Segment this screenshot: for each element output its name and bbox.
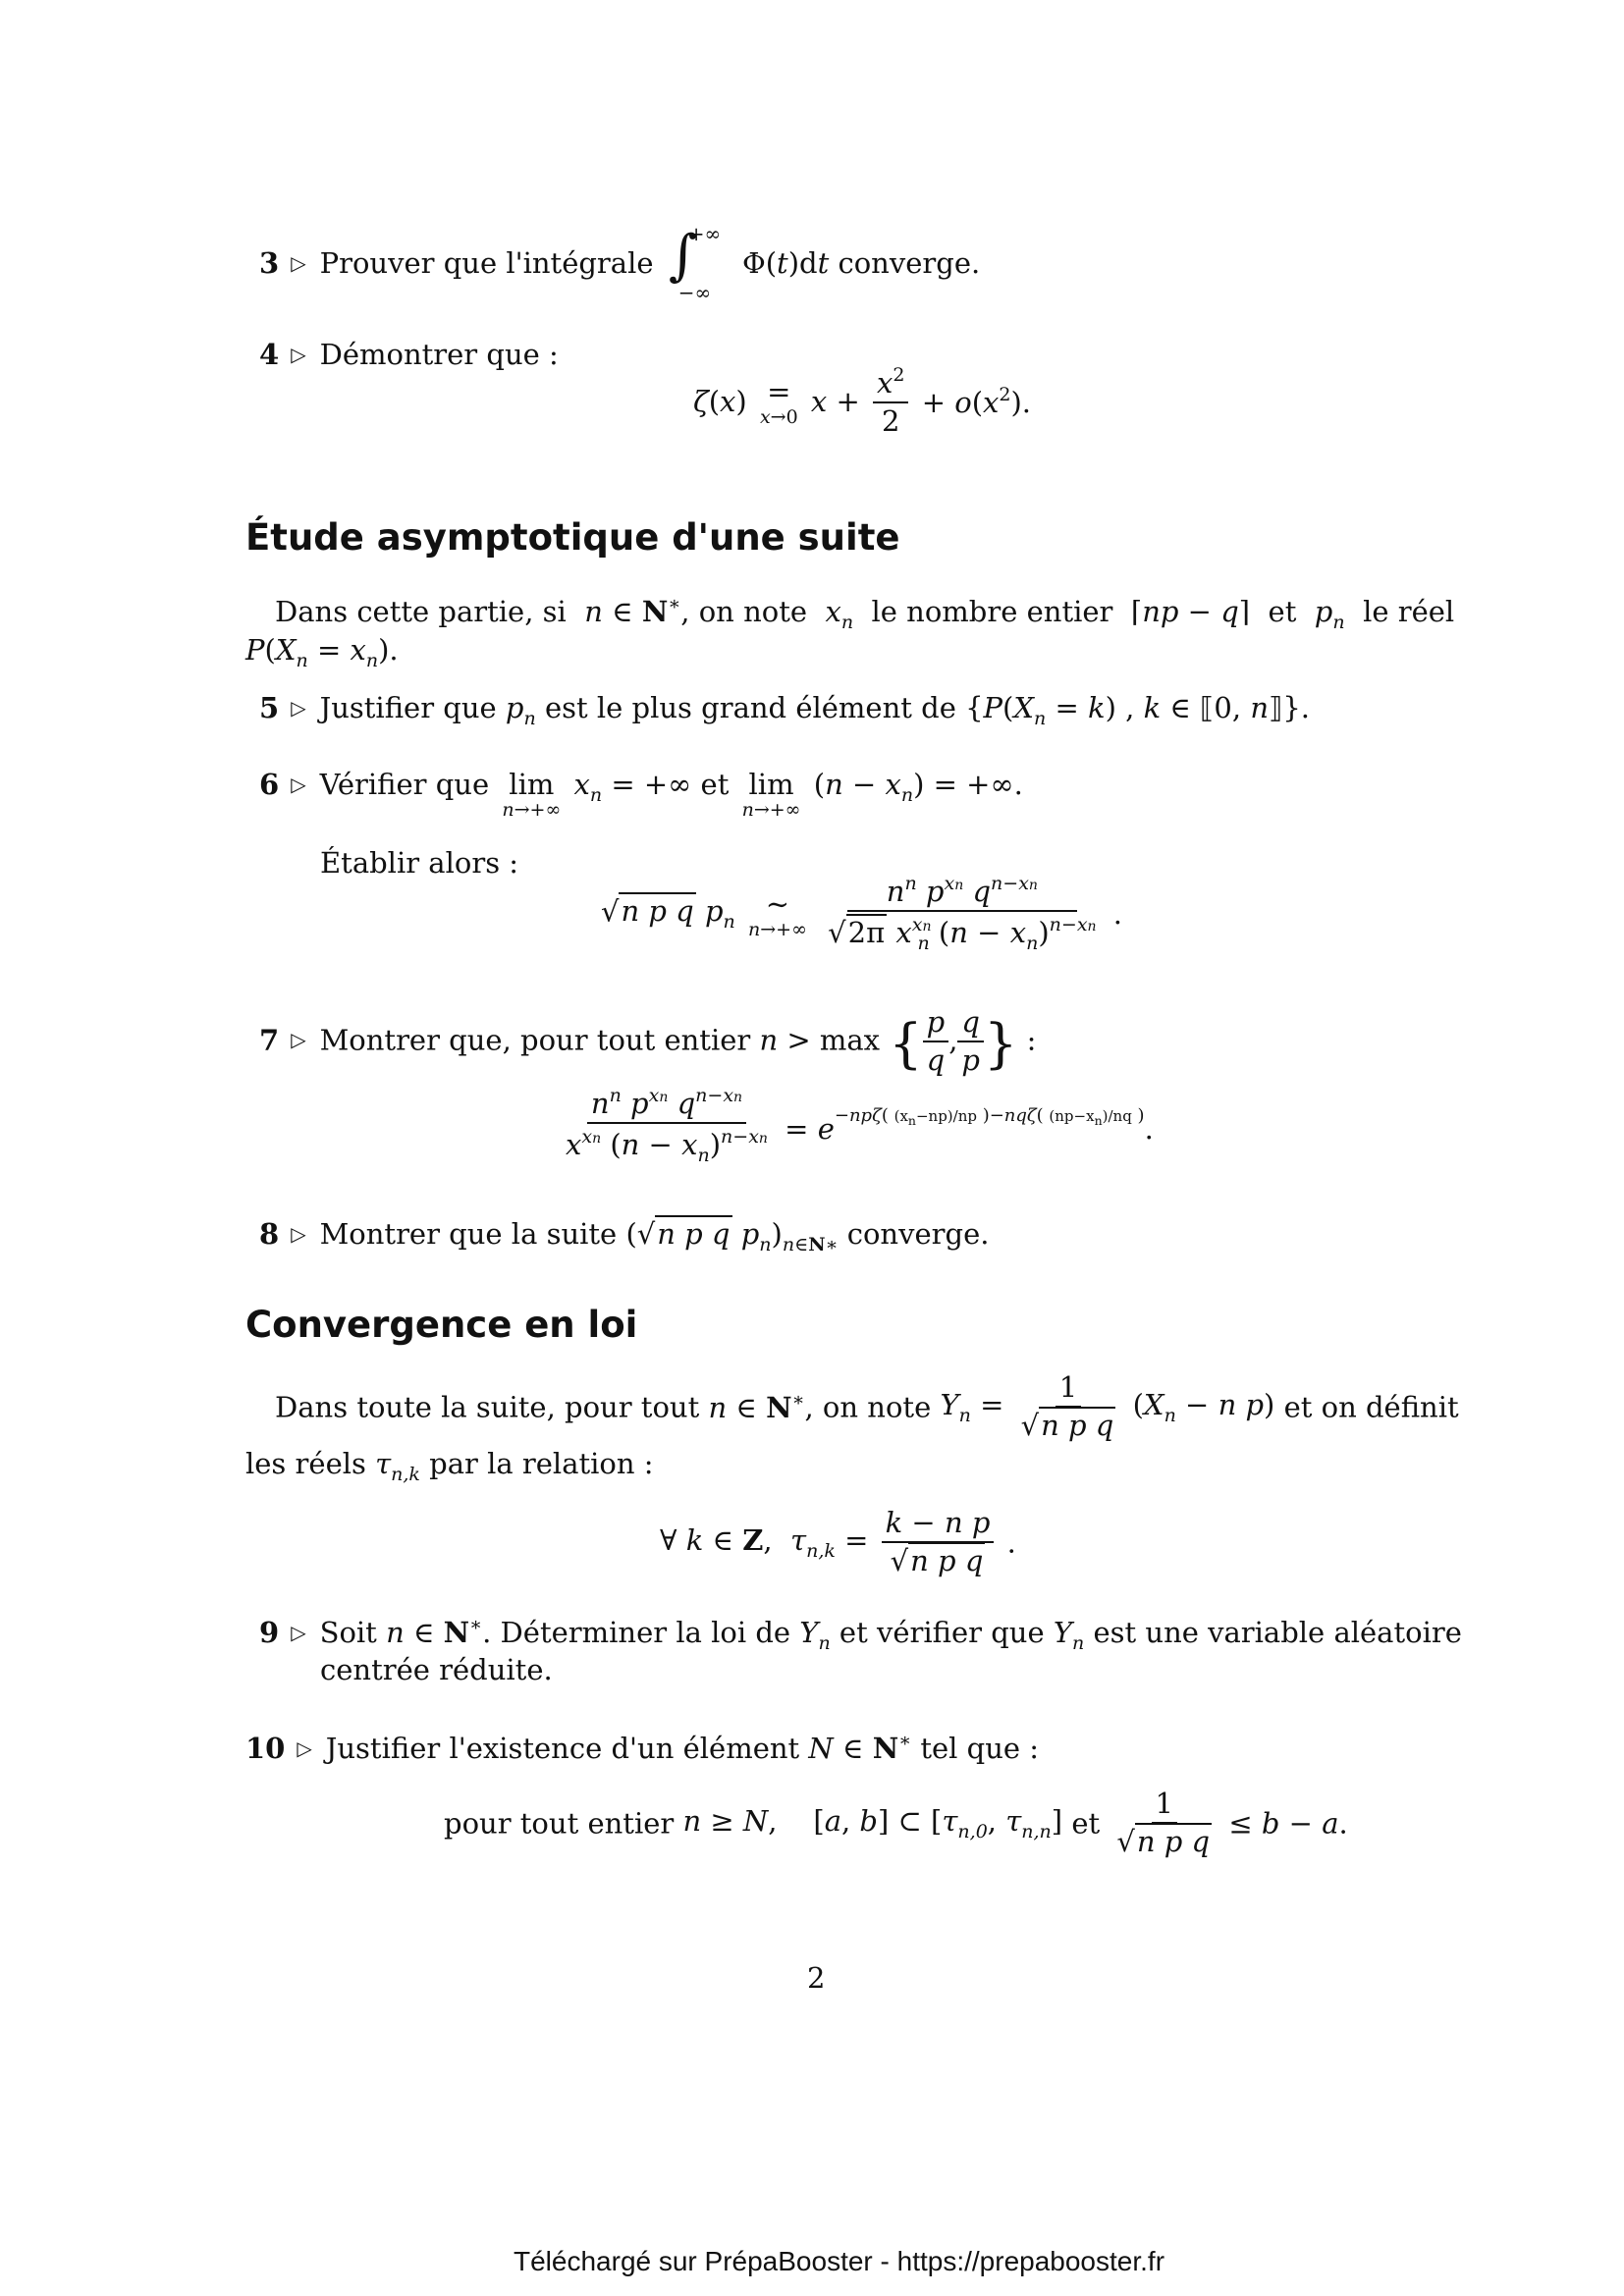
- question-text: . Déterminer la loi de: [482, 1616, 791, 1649]
- section-heading: Convergence en loi: [245, 1304, 638, 1346]
- intro-text: Dans toute la suite, pour tout: [275, 1390, 700, 1424]
- triangle-icon: ▷: [291, 1028, 306, 1052]
- triangle-icon: ▷: [291, 343, 306, 366]
- question-text: Soit: [319, 1616, 377, 1649]
- formula-interval-condition: pour tout entier n ≥ N, [a, b] ⊂ [$\tau_{n,0}$, $\tau_{n,n}$] et $\frac{1}{\text{√n p q}}$ ≤ b − a.: [444, 1787, 1348, 1858]
- section-intro-line1: Dans cette partie, si n ∈ N∗, on note $x_n$ le nombre entier ⌈np − q⌉ et $p_n$ le réel: [275, 593, 1455, 633]
- intro-text: par la relation :: [429, 1447, 654, 1480]
- question-text-end: converge.: [838, 246, 981, 280]
- integrand: Φ(t)dt: [741, 246, 830, 280]
- formula-text: pour tout entier: [444, 1806, 675, 1841]
- triangle-icon: ▷: [291, 1621, 306, 1644]
- question-text: Vérifier que: [319, 768, 490, 801]
- question-number: 9: [259, 1616, 280, 1649]
- page-number: 2: [807, 1961, 826, 1995]
- question-8: 8 ▷ Montrer que la suite (√n p q $p_n)_{n\in N∗}$ converge.: [259, 1217, 990, 1255]
- question-number: 7: [259, 1023, 280, 1057]
- intro-text: le réel: [1363, 595, 1455, 628]
- question-text: est une variable aléatoire: [1093, 1616, 1462, 1649]
- question-text: et vérifier que: [839, 1616, 1045, 1649]
- question-number: 3: [259, 246, 280, 280]
- intro-text: le nombre entier: [871, 595, 1113, 628]
- formula-stirling-equivalent: √n p q $p_n$ ∼ n→+∞ $\frac{n^n p^{xn} q^{n-xn}}{√2\pi x^{xn}_n (n - x_n)^{n-xn}}$ .: [601, 873, 1122, 954]
- question-5: 5 ▷ Justifier que $p_n$ est le plus grand élément de {$P(X_n = k)$ , k ∈ ⟦0, n⟧}.: [259, 691, 1311, 729]
- integral-formula: ∫ +∞ −∞: [668, 222, 722, 304]
- question-4: [259, 338, 559, 371]
- question-text: Prouver que l'intégrale: [319, 246, 654, 280]
- formula-exponential-identity: $\frac{n^n p^{xn} q^{n-xn}}{x^{xn} (n - x_n)^{n-xn}}$ = $e^{-np\zeta( (x_n-np)/np )-nq\zeta( (np-x_n)/nq )}$.: [566, 1085, 1154, 1166]
- question-number: 5: [259, 691, 280, 724]
- question-text: Montrer que, pour tout entier: [319, 1023, 751, 1057]
- triangle-icon: ▷: [291, 696, 306, 720]
- section-intro-line2: $P(X_n = x_n)$.: [245, 633, 399, 671]
- question-text: tel que :: [920, 1732, 1040, 1765]
- intro-text: , on note: [804, 1390, 932, 1424]
- intro-text: et: [1268, 595, 1297, 628]
- intro-text: les réels: [245, 1447, 366, 1480]
- question-3: [259, 222, 981, 304]
- triangle-icon: ▷: [291, 1222, 306, 1246]
- formula-text: et: [1071, 1806, 1101, 1841]
- question-text: et: [700, 768, 730, 801]
- question-text: Montrer que la suite: [319, 1217, 618, 1251]
- question-number: 10: [245, 1732, 286, 1765]
- question-text: est le plus grand élément de: [544, 691, 956, 724]
- formula-tau-definition: ∀ k ∈ Z, $\tau_{n,k}$ = $\frac{\text{k − n p}}{\text{√n p q}}$ .: [660, 1506, 1016, 1577]
- question-7: 7 ▷ Montrer que, pour tout entier n > max { $\frac{p}{q}$ , $\frac{q}{p}$ } :: [259, 1005, 1037, 1077]
- question-text: Justifier l'existence d'un élément: [325, 1732, 800, 1765]
- intro-text: et on définit: [1283, 1390, 1459, 1424]
- question-number: 4: [259, 338, 280, 371]
- footer-download-note: Téléchargé sur PrépaBooster - https://prepabooster.fr: [514, 2246, 1165, 2276]
- question-6-followup: Établir alors :: [320, 846, 519, 880]
- question-text: Justifier que: [319, 691, 497, 724]
- section-heading: Étude asymptotique d'une suite: [245, 516, 900, 559]
- triangle-icon: ▷: [297, 1736, 312, 1760]
- formula-zeta-expansion: ζ(x) = x→0 x + $\frac{x^2}{2}$ + $o(x^2)$.: [693, 364, 1032, 438]
- question-text: :: [1026, 1023, 1037, 1057]
- triangle-icon: ▷: [291, 251, 306, 275]
- question-6: 6 ▷ Vérifier que lim n→+∞ $x_n$ = +∞ et lim n→+∞ $(n - x_n)$ = +∞.: [259, 768, 1023, 821]
- section-intro-line1: Dans toute la suite, pour tout n ∈ N∗, on note $Y_n$ = $\frac{1}{\text{√n p q}}$ ($X_n - n$ p) et on définit: [275, 1370, 1459, 1442]
- section-intro-line2: les réels $\tau_{n,k}$ par la relation :: [245, 1447, 654, 1485]
- question-9-line2: centrée réduite.: [320, 1653, 553, 1686]
- question-10: 10 ▷ Justifier l'existence d'un élément N ∈ N∗ tel que :: [245, 1730, 1040, 1765]
- question-number: 6: [259, 768, 280, 801]
- intro-text: , on note: [680, 595, 808, 628]
- triangle-icon: ▷: [291, 773, 306, 796]
- intro-text: Dans cette partie, si: [275, 595, 567, 628]
- question-9: 9 ▷ Soit n ∈ N∗. Déterminer la loi de $Y_n$ et vérifier que $Y_n$ est une variable aléatoire: [259, 1614, 1462, 1654]
- question-text: converge.: [846, 1217, 990, 1251]
- question-number: 8: [259, 1217, 280, 1251]
- question-text: Démontrer que :: [319, 338, 559, 371]
